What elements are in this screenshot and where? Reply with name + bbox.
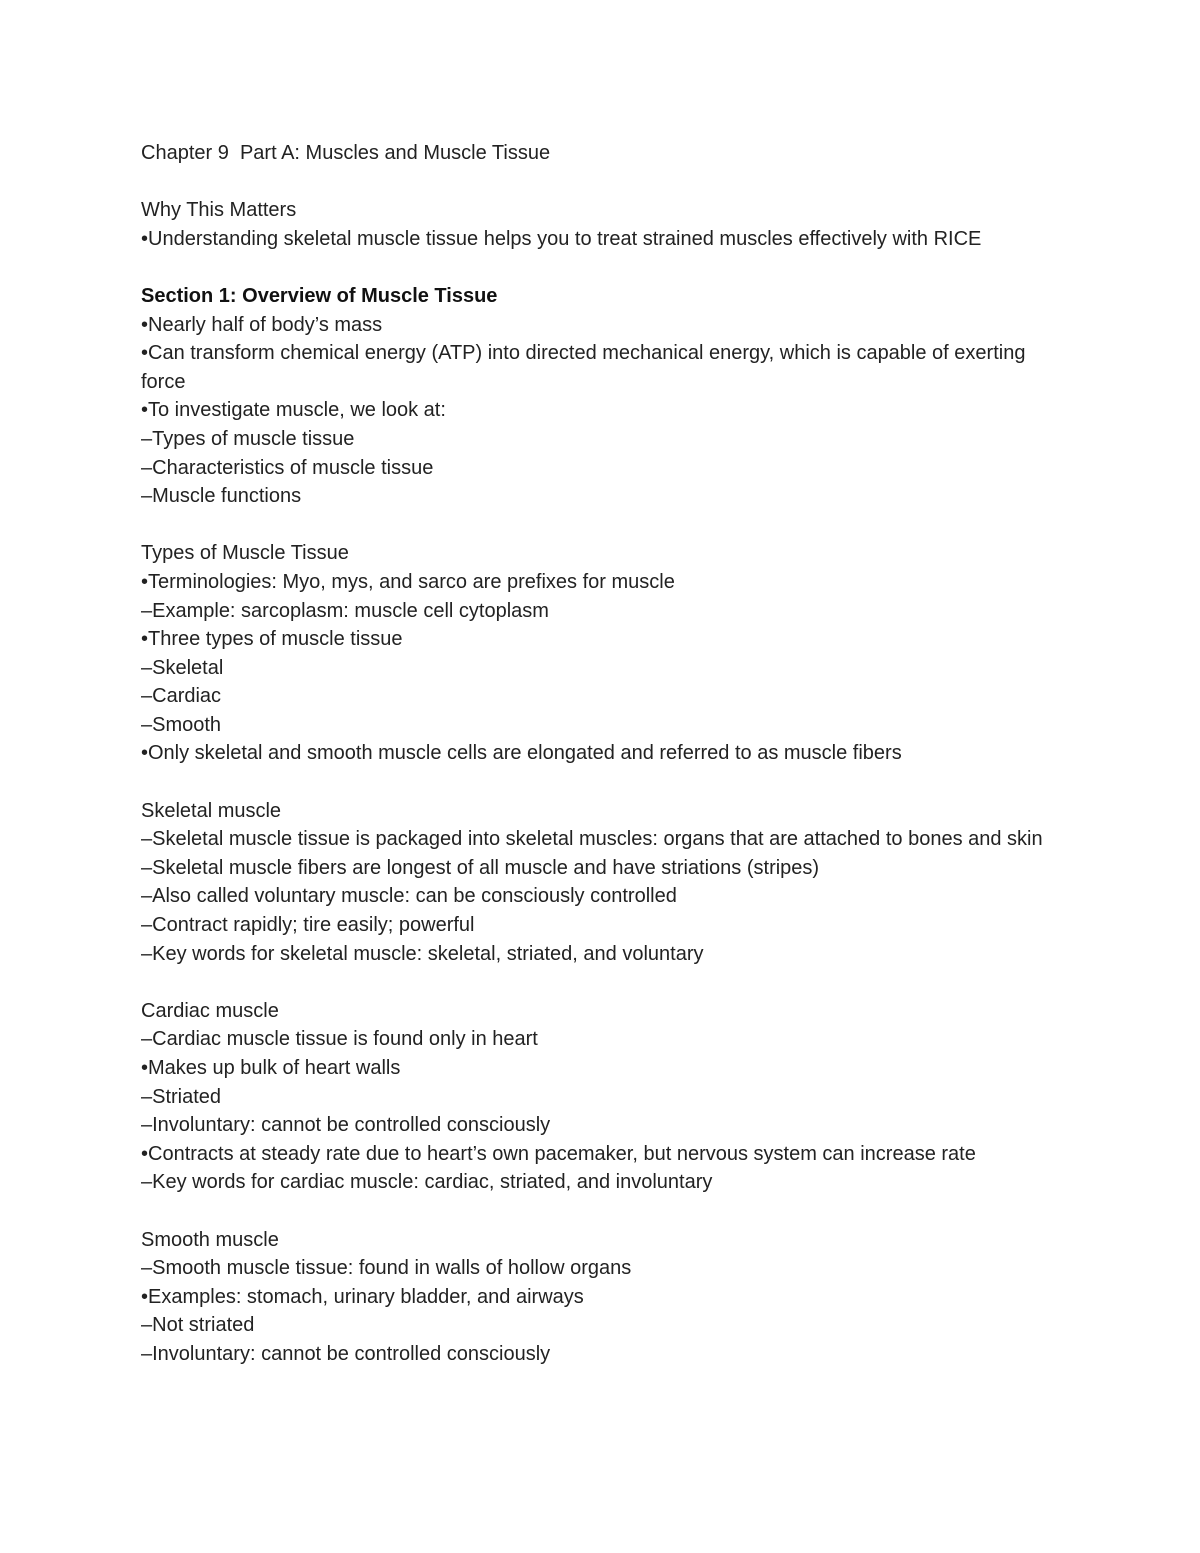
list-item: •Only skeletal and smooth muscle cells are elongated and referred to as muscle fibers — [141, 742, 902, 765]
skeletal-heading: Skeletal muscle — [141, 799, 282, 822]
list-item: •Terminologies: Myo, mys, and sarco are prefixes for muscle — [141, 570, 675, 593]
list-item: –Types of muscle tissue — [141, 427, 355, 450]
list-item: –Smooth — [141, 713, 222, 736]
list-item: –Cardiac — [141, 685, 222, 708]
list-item: –Skeletal — [141, 656, 224, 679]
list-item: –Involuntary: cannot be controlled consciously — [141, 1342, 551, 1365]
list-item: –Smooth muscle tissue: found in walls of hollow organs — [141, 1257, 632, 1280]
spacer — [141, 768, 1061, 797]
list-item: •Contracts at steady rate due to heart’s own pacemaker, but nervous system can increase rate — [141, 1142, 976, 1165]
spacer — [141, 1197, 1061, 1226]
list-item: •Understanding skeletal muscle tissue helps you to treat strained muscles effectively with RICE — [141, 227, 982, 250]
cardiac-heading: Cardiac muscle — [141, 999, 279, 1022]
spacer — [141, 968, 1061, 997]
list-item: –Characteristics of muscle tissue — [141, 456, 434, 479]
document-page — [141, 139, 1061, 1369]
section-1-heading: Section 1: Overview of Muscle Tissue — [141, 284, 498, 307]
list-item: –Key words for cardiac muscle: cardiac, striated, and involuntary — [141, 1171, 713, 1194]
list-item: –Contract rapidly; tire easily; powerful — [141, 914, 475, 937]
list-item: •Can transform chemical energy (ATP) into directed mechanical energy, which is capable of exerting force — [141, 342, 1032, 393]
list-item: –Skeletal muscle tissue is packaged into skeletal muscles: organs that are attached to bones and skin — [141, 828, 1043, 851]
smooth-heading: Smooth muscle — [141, 1228, 279, 1251]
types-heading: Types of Muscle Tissue — [141, 542, 349, 565]
spacer — [141, 253, 1061, 282]
list-item: –Muscle functions — [141, 485, 302, 508]
spacer — [141, 168, 1061, 197]
list-item: –Skeletal muscle fibers are longest of all muscle and have striations (stripes) — [141, 856, 820, 879]
list-item: –Cardiac muscle tissue is found only in heart — [141, 1028, 538, 1051]
list-item: –Also called voluntary muscle: can be consciously controlled — [141, 885, 677, 908]
list-item: –Not striated — [141, 1314, 255, 1337]
document-title: Chapter 9 Part A: Muscles and Muscle Tissue — [141, 142, 551, 164]
list-item: •Examples: stomach, urinary bladder, and airways — [141, 1285, 584, 1308]
list-item: •Makes up bulk of heart walls — [141, 1057, 401, 1079]
list-item: –Involuntary: cannot be controlled consciously — [141, 1114, 551, 1137]
list-item: •To investigate muscle, we look at: — [141, 399, 446, 422]
list-item: –Striated — [141, 1085, 222, 1108]
list-item: •Three types of muscle tissue — [141, 628, 403, 651]
list-item: •Nearly half of body’s mass — [141, 313, 383, 336]
why-heading: Why This Matters — [141, 199, 297, 222]
list-item: –Example: sarcoplasm: muscle cell cytoplasm — [141, 599, 549, 622]
spacer — [141, 511, 1061, 540]
list-item: –Key words for skeletal muscle: skeletal, striated, and voluntary — [141, 942, 704, 965]
